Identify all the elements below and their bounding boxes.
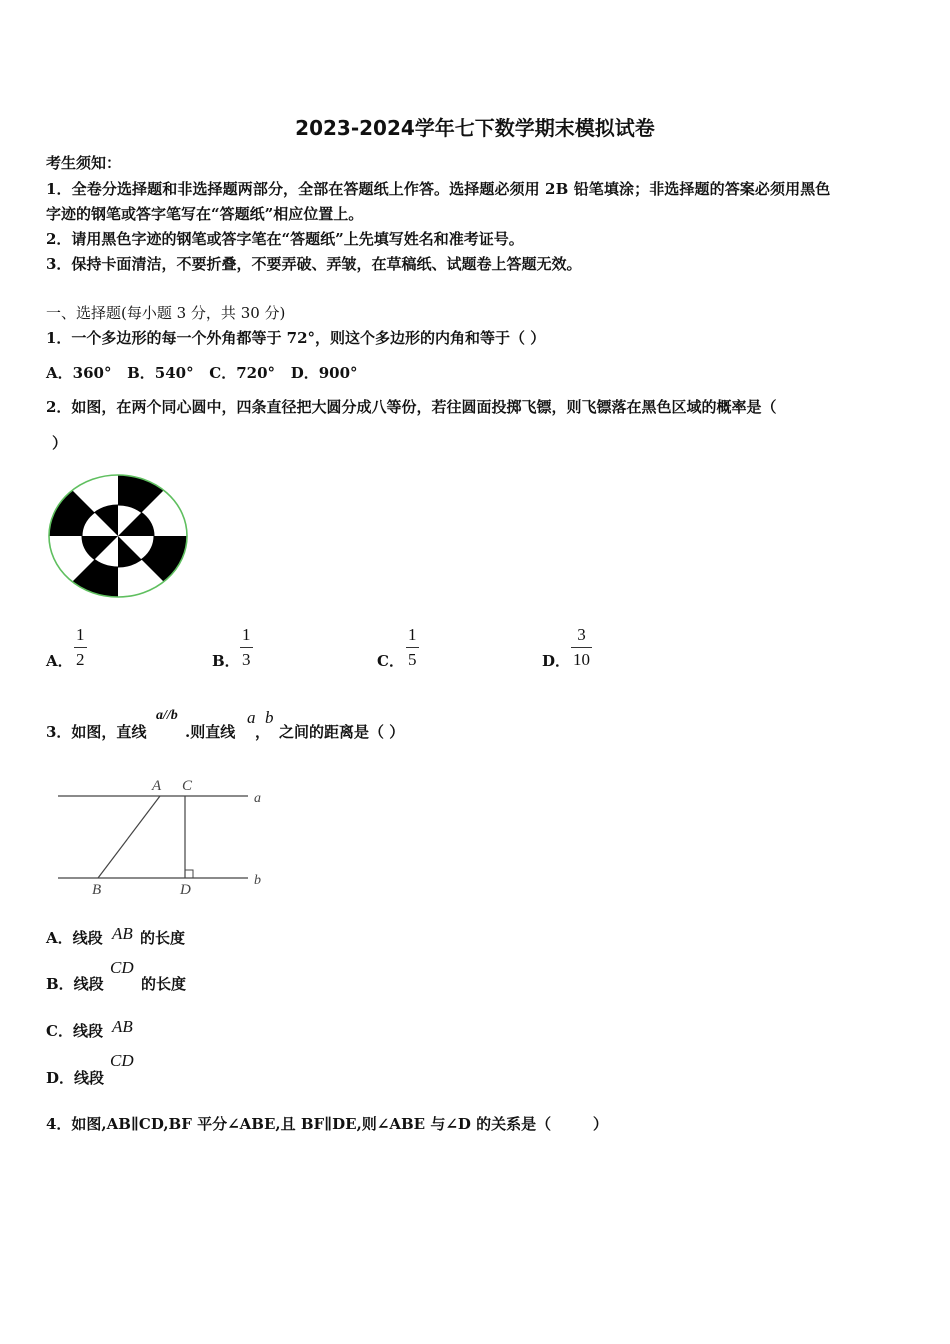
- question-1-stem: 1．一个多边形的每一个外角都等于 72°，则这个多边形的内角和等于（ ）: [46, 329, 546, 347]
- option-c-label: C．: [377, 652, 404, 670]
- segment-ab: [98, 796, 160, 878]
- q3-option-b-var: CD: [110, 958, 134, 977]
- label-B: B: [92, 882, 102, 898]
- section-heading: 一、选择题(每小题 3 分，共 30 分): [46, 304, 286, 322]
- option-d-fraction: 3 10: [573, 625, 590, 669]
- q3-option-b-post: 的长度: [141, 975, 187, 993]
- q3-option-c-var: AB: [112, 1017, 133, 1036]
- q3-option-a-post: 的长度: [140, 929, 186, 947]
- q3-option-a-var: AB: [112, 924, 133, 943]
- question-2-stem-end: ）: [52, 434, 68, 452]
- notice-line-3: 3．保持卡面清洁，不要折叠，不要弄破、弄皱，在草稿纸、试题卷上答题无效。: [46, 255, 582, 273]
- q3-option-d-pre: D．线段: [46, 1069, 105, 1087]
- option-a-label: A．: [46, 652, 73, 670]
- notice-line-1: 1．全卷分选择题和非选择题两部分，全部在答题纸上作答。选择题必须用 2B 铅笔填涂；非选择题的答案必须用黑色: [46, 180, 831, 198]
- question-3-stem-post: 之间的距离是（ ）: [279, 723, 405, 741]
- option-d-label: D．: [542, 652, 571, 670]
- label-C: C: [182, 778, 193, 794]
- concentric-circles-figure: [44, 472, 194, 604]
- notice-line-1b: 字迹的钢笔或答字笔写在“答题纸”相应位置上。: [46, 205, 364, 223]
- question-2-stem: 2．如图，在两个同心圆中，四条直径把大圆分成八等份，若往圆面投掷飞镖，则飞镖落在黑色区域的概率是（: [46, 398, 777, 416]
- label-A: A: [152, 778, 162, 794]
- q3-option-b-pre: B．线段: [46, 975, 104, 993]
- question-3-var-a: a: [247, 708, 256, 727]
- label-b: b: [254, 873, 261, 888]
- label-D: D: [180, 882, 191, 898]
- right-angle-mark: [185, 870, 193, 878]
- notice-line-2: 2．请用黑色字迹的钢笔或答字笔在“答题纸”上先填写姓名和准考证号。: [46, 230, 524, 248]
- parallel-lines-figure: [52, 772, 277, 900]
- question-3-stem-pre: 3．如图，直线: [46, 723, 147, 741]
- notice-heading: 考生须知：: [46, 154, 122, 172]
- option-a-fraction: 1 2: [76, 625, 85, 669]
- question-3-comma: ，: [255, 723, 271, 741]
- question-3-stem-mid: .则直线: [185, 723, 236, 741]
- option-b-label: B．: [212, 652, 240, 670]
- q3-option-d-var: CD: [110, 1051, 134, 1070]
- question-3-var-b: b: [265, 708, 274, 727]
- q3-option-a-pre: A．线段: [46, 929, 103, 947]
- q3-option-c-pre: C．线段: [46, 1022, 103, 1040]
- question-3-parallel: a//b: [156, 708, 178, 723]
- question-4-stem: 4．如图,AB∥CD,BF 平分∠ABE,且 BF∥DE,则∠ABE 与∠D 的关系是（ ）: [46, 1115, 608, 1133]
- question-1-options: A．360° B．540° C．720° D．900°: [46, 364, 358, 382]
- label-a: a: [254, 791, 261, 806]
- page-title: 2023-2024学年七下数学期末模拟试卷: [295, 116, 655, 140]
- option-b-fraction: 1 3: [242, 625, 251, 669]
- option-c-fraction: 1 5: [408, 625, 417, 669]
